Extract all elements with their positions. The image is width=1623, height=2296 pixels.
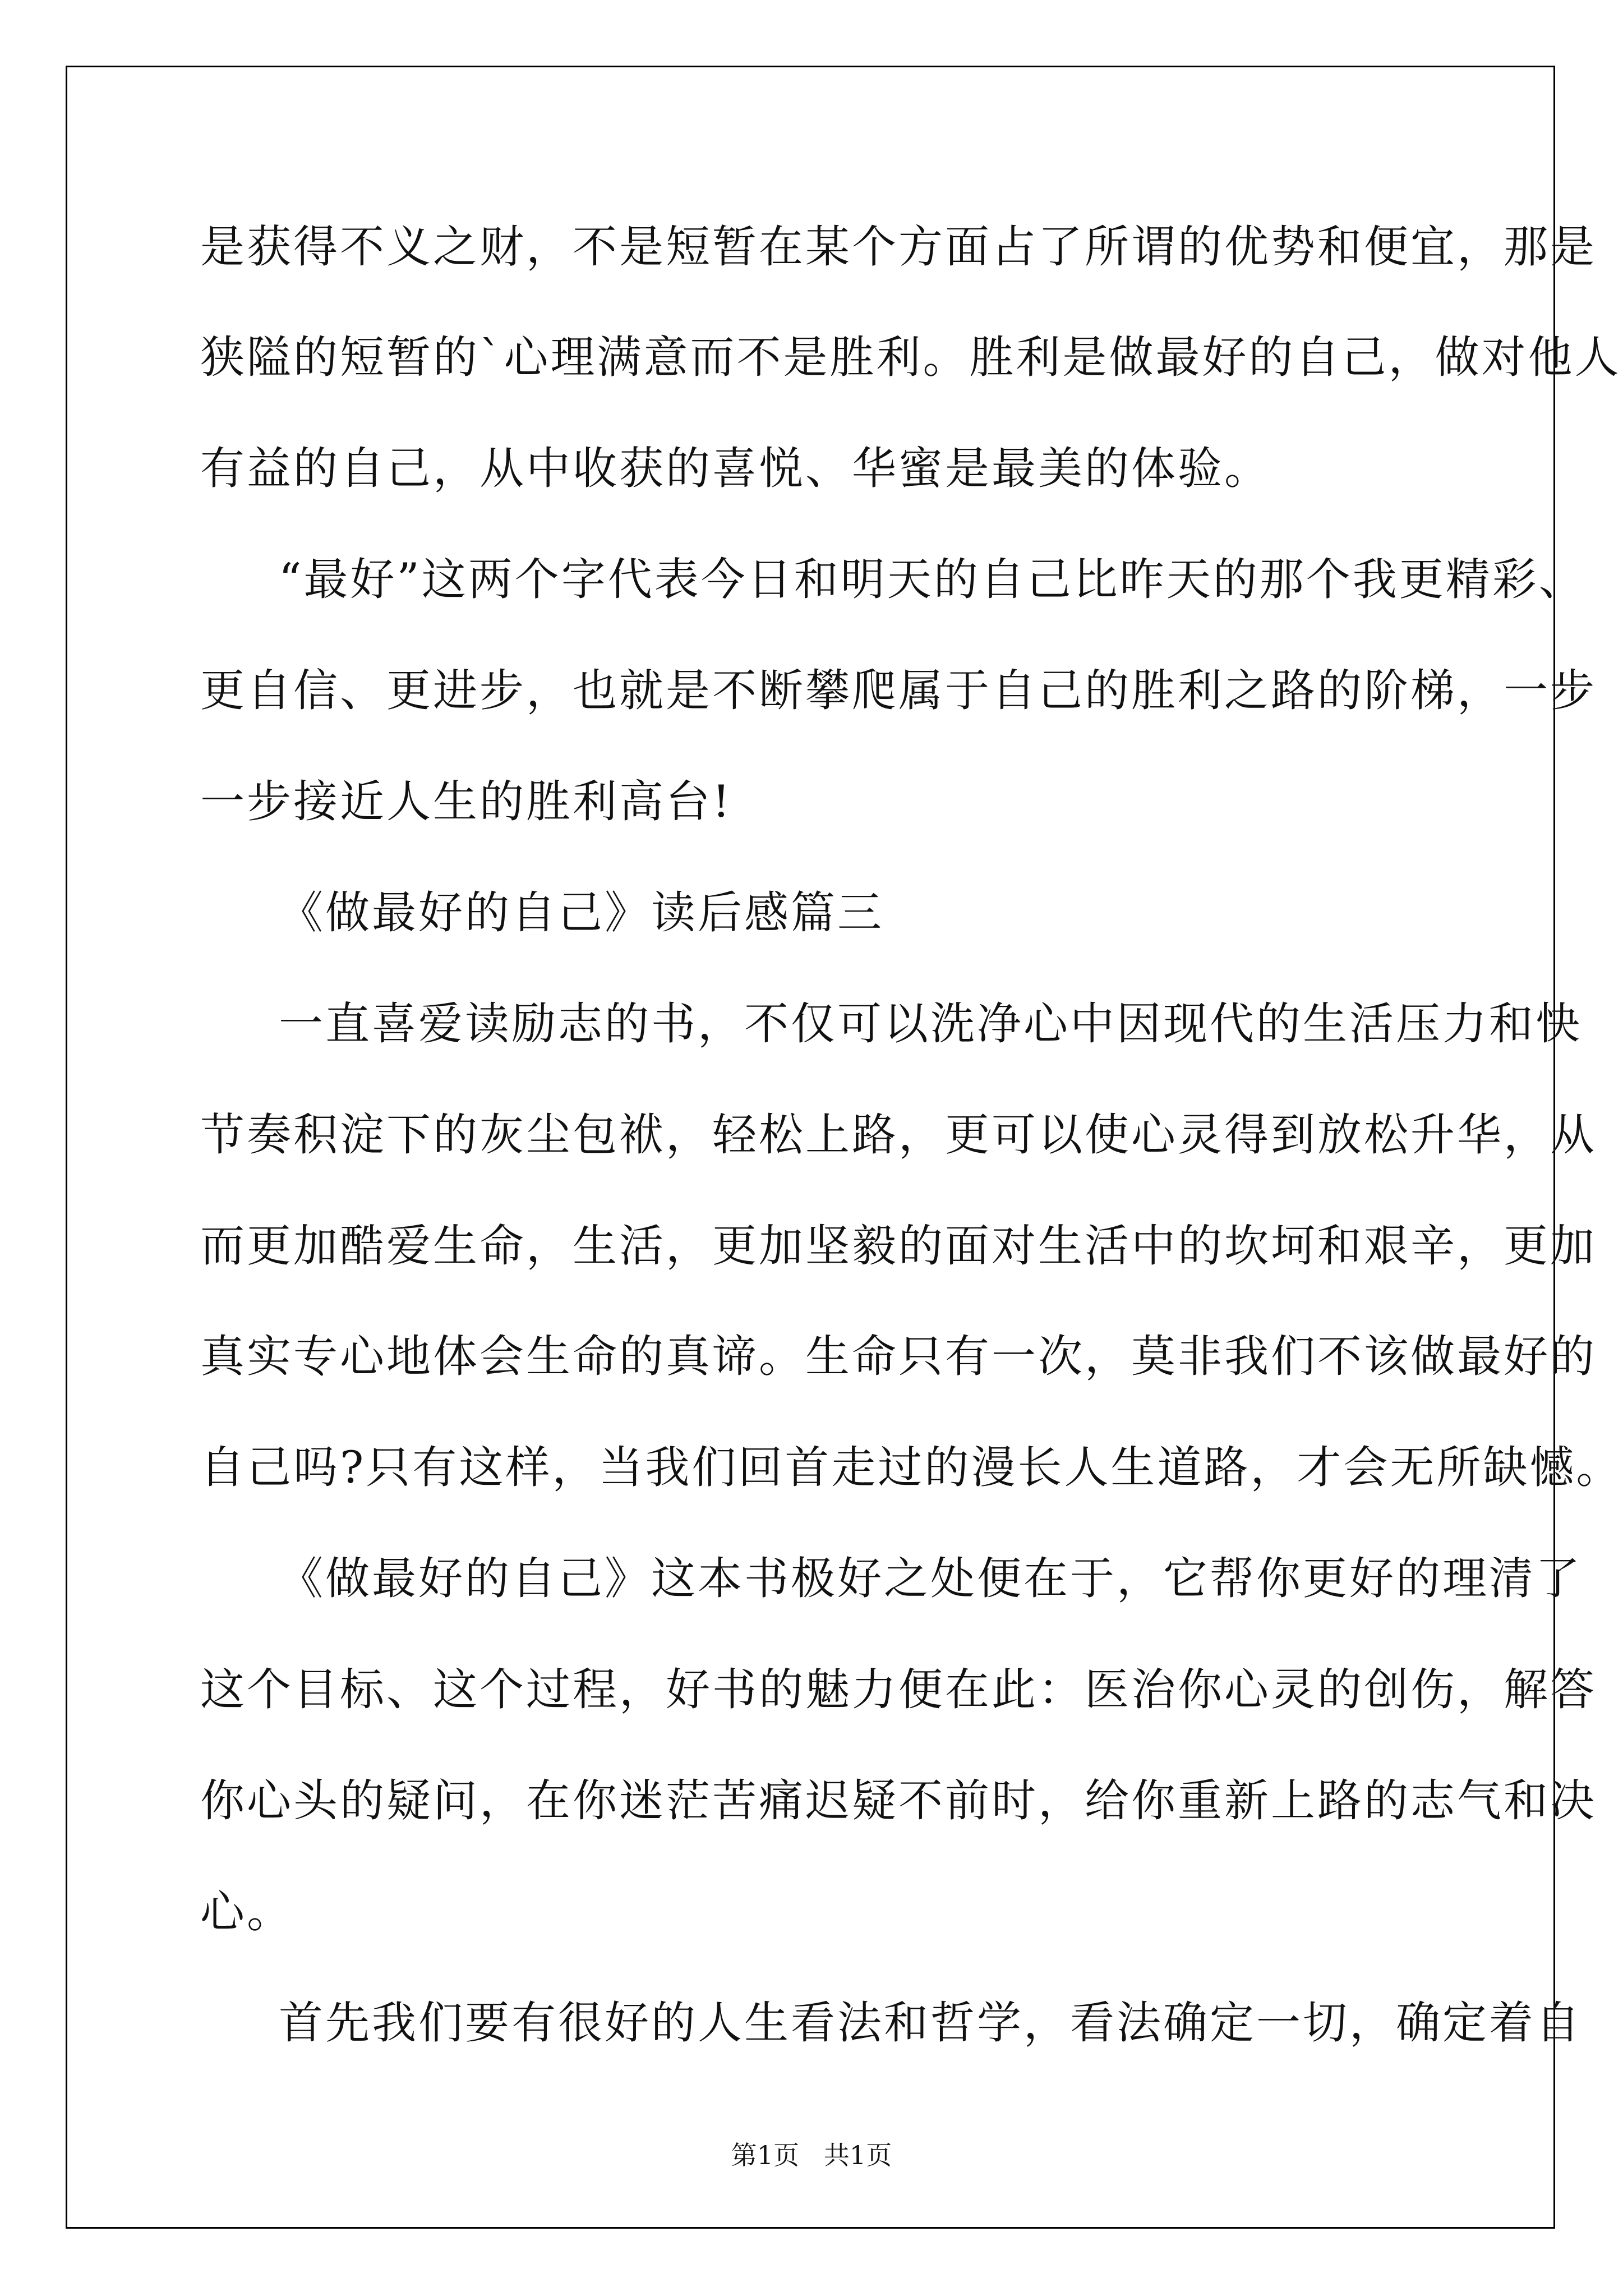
body-line: 这个目标、这个过程，好书的魅力便在此：医治你心灵的创伤，解答	[200, 1664, 1597, 1715]
page-footer: 第1页 共1页	[731, 2140, 892, 2170]
body-line: 一步接近人生的胜利高台!	[200, 776, 732, 827]
paragraph-first-line: 一直喜爱读励志的书，不仅可以洗净心中因现代的生活压力和快	[279, 998, 1582, 1050]
body-line: 心。	[200, 1886, 293, 1938]
paragraph-first-line: “最好”这两个字代表今日和明天的自己比昨天的那个我更精彩、	[279, 554, 1585, 605]
body-line: 而更加酷爱生命，生活，更加坚毅的面对生活中的坎坷和艰辛，更加	[200, 1220, 1597, 1272]
body-line: 你心头的疑问，在你迷茫苦痛迟疑不前时，给你重新上路的志气和决	[200, 1775, 1597, 1826]
body-line: 自己吗?只有这样，当我们回首走过的漫长人生道路，才会无所缺憾。	[200, 1442, 1623, 1493]
body-line: 更自信、更进步，也就是不断攀爬属于自己的胜利之路的阶梯，一步	[200, 665, 1597, 716]
body-line: 是获得不义之财，不是短暂在某个方面占了所谓的优势和便宜，那是	[200, 221, 1597, 273]
body-line: 节奏积淀下的灰尘包袱，轻松上路，更可以使心灵得到放松升华，从	[200, 1109, 1597, 1161]
body-line: 真实专心地体会生命的真谛。生命只有一次，莫非我们不该做最好的	[200, 1331, 1597, 1382]
body-line: 有益的自己，从中收获的喜悦、华蜜是最美的体验。	[200, 443, 1271, 494]
paragraph-first-line: 首先我们要有很好的人生看法和哲学，看法确定一切，确定着自	[279, 1997, 1582, 2049]
paragraph-first-line: 《做最好的自己》这本书极好之处便在于，它帮你更好的理清了	[279, 1553, 1582, 1604]
section-heading: 《做最好的自己》读后感篇三	[279, 887, 884, 938]
body-line: 狭隘的短暂的`心理满意而不是胜利。胜利是做最好的自己，做对他人	[200, 332, 1621, 383]
